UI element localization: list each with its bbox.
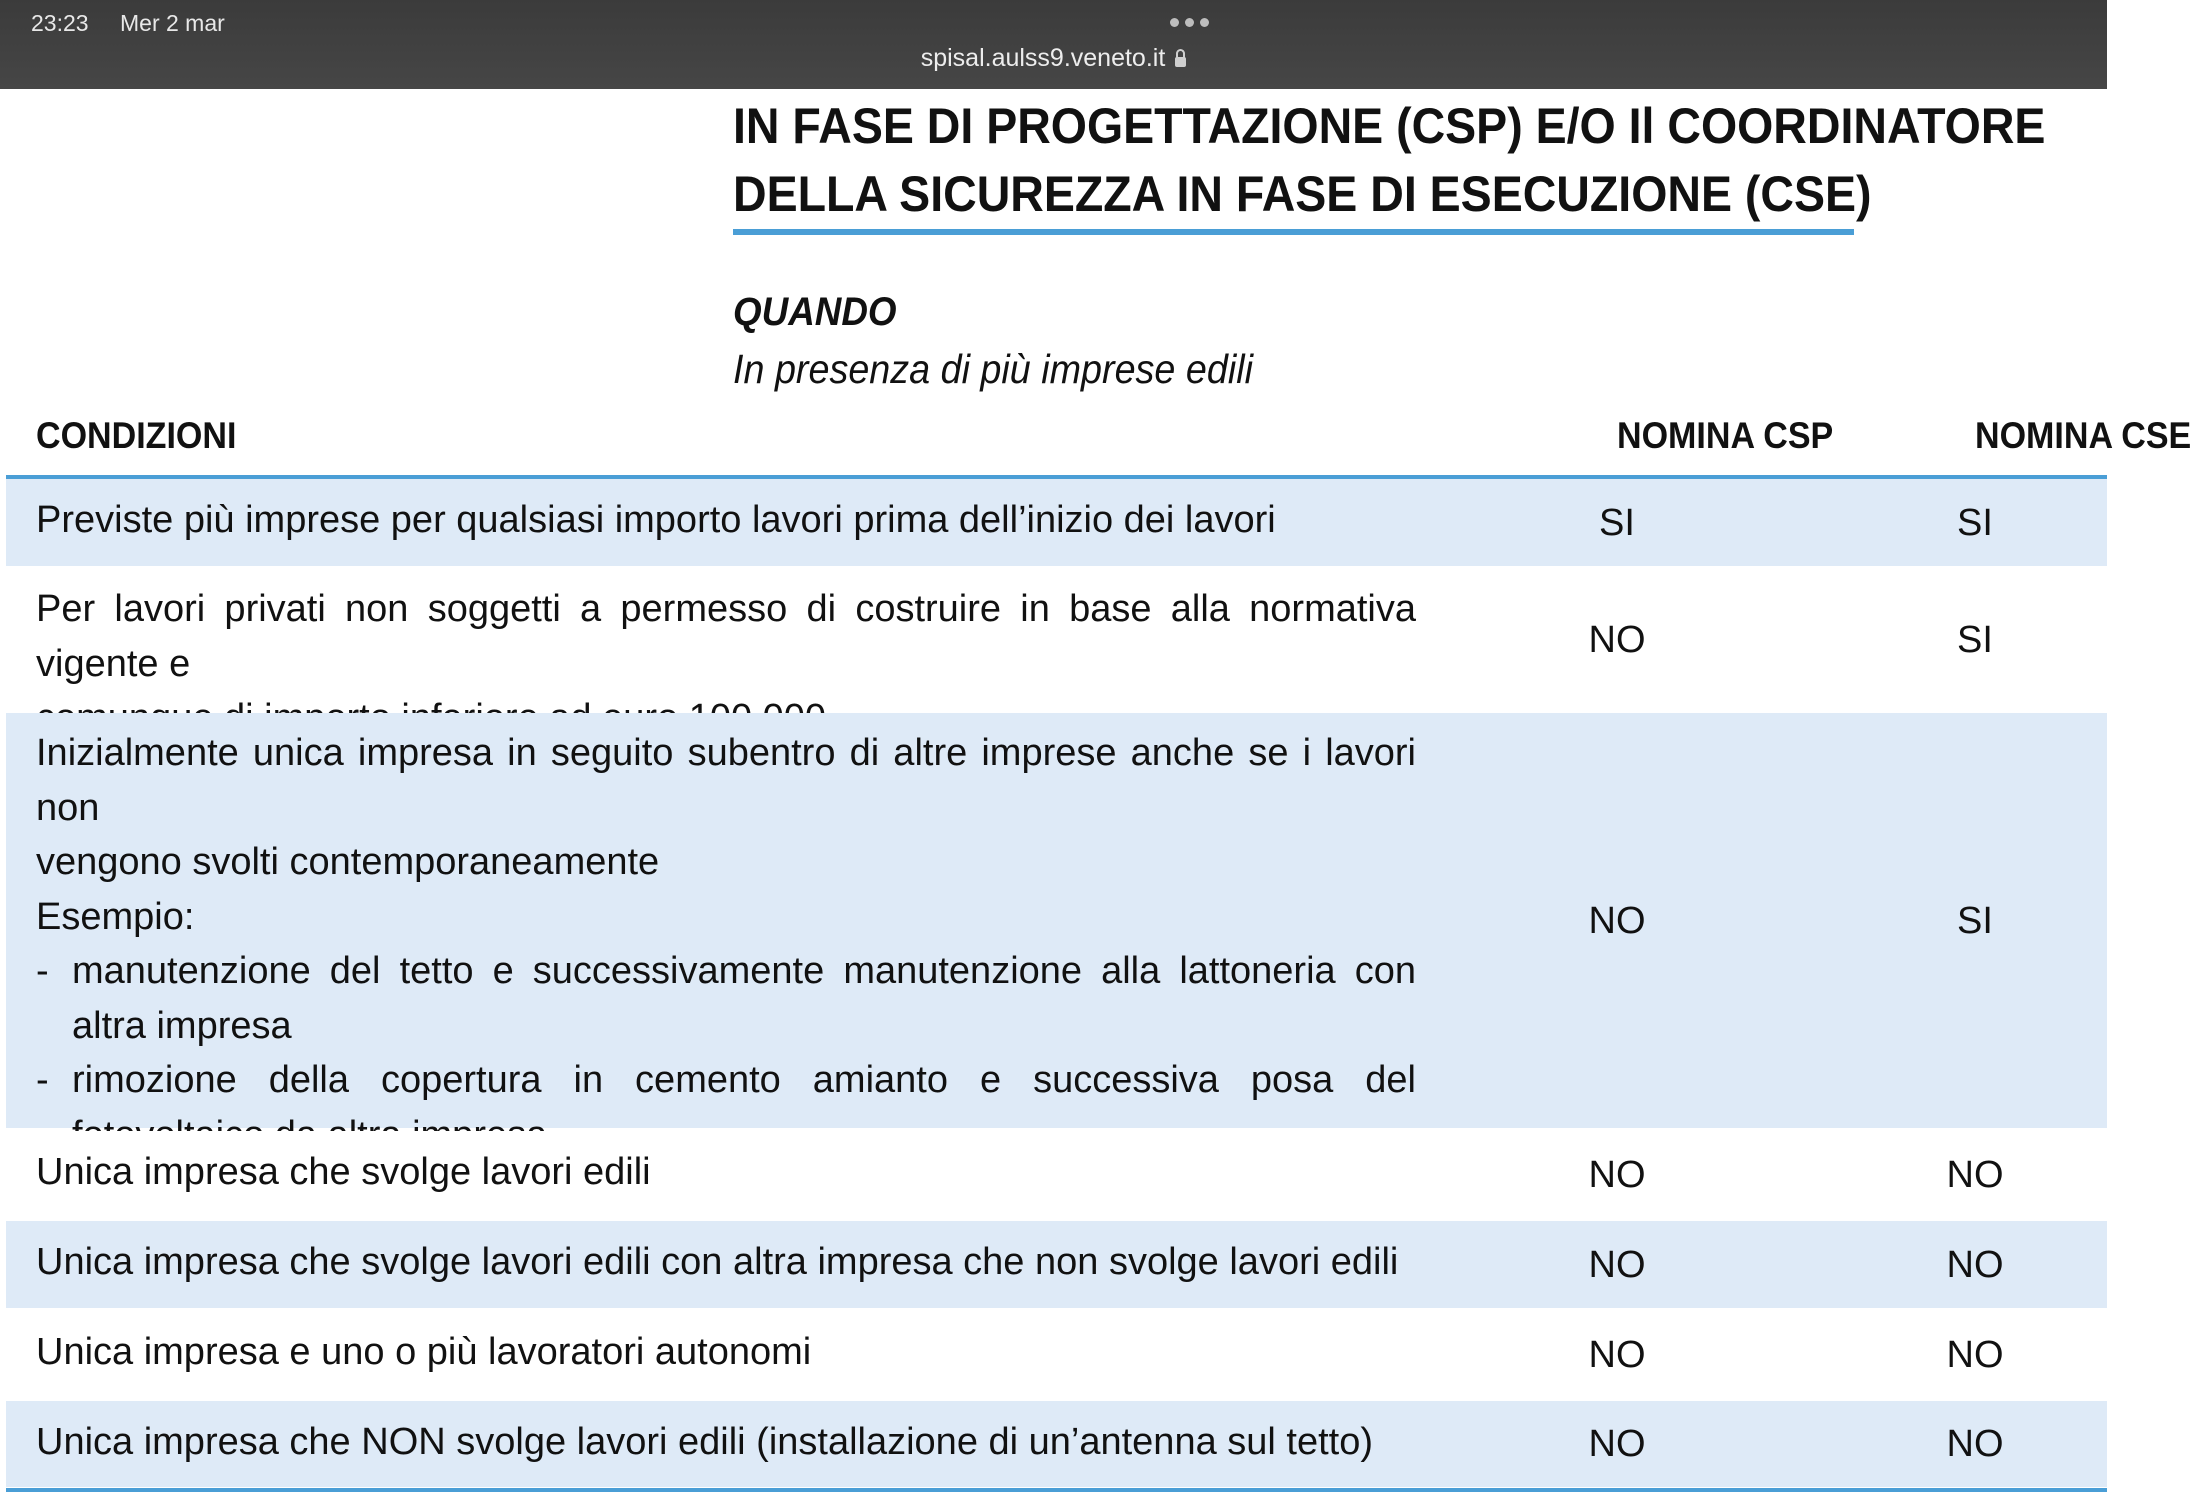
example-bullet: - rimozione della copertura in cemento amianto e successiva posa del	[36, 1053, 1416, 1162]
nomina-csp-value: NO	[1588, 1243, 1646, 1286]
multitasking-dots-icon[interactable]	[1170, 18, 1209, 27]
nomina-cse-value: NO	[1946, 1423, 2004, 1465]
nomina-csp-value: NO	[1588, 1423, 1646, 1465]
condition-cell	[36, 1131, 1416, 1200]
condition-line: Unica impresa che svolge lavori edili	[36, 1151, 651, 1193]
nomina-cse-value: SI	[1957, 618, 1993, 661]
condition-line: Per lavori privati non soggetti a permesso di costruire in base alla normativa vigente e	[36, 588, 1416, 685]
condition-line: Esempio:	[36, 895, 195, 938]
header-conditions: CONDIZIONI	[36, 415, 237, 456]
when-heading: QUANDO	[733, 290, 897, 334]
browser-status-bar	[0, 0, 2107, 89]
table-row	[6, 1131, 2107, 1221]
nomina-csp-value: NO	[1588, 1333, 1646, 1376]
table-row	[6, 1221, 2107, 1311]
condition-line: Previste più imprese per qualsiasi importo lavori prima dell’inizio dei lavori	[36, 499, 1276, 541]
url-text: spisal.aulss9.veneto.it	[920, 44, 1166, 72]
condition-cell	[36, 713, 1416, 1162]
condition-line: Unica impresa che svolge lavori edili con altra impresa che non svolge lavori edili	[36, 1241, 1399, 1283]
condition-line: Unica impresa che NON svolge lavori edili (installazione di un’antenna sul tetto)	[36, 1421, 1373, 1463]
nomina-csp-value: NO	[1588, 899, 1646, 942]
status-date: Mer 2 mar	[120, 10, 225, 36]
page-title-line-1: IN FASE DI PROGETTAZIONE (CSP) E/O Il COORDINATORE	[733, 98, 2046, 154]
address-bar[interactable]	[0, 44, 2107, 73]
table-row	[6, 569, 2107, 713]
condition-line: vengono svolti contemporaneamente	[36, 841, 660, 883]
condition-line: Unica impresa e uno o più lavoratori autonomi	[36, 1331, 812, 1373]
table-row	[6, 1401, 2107, 1490]
status-time: 23:23	[31, 10, 89, 36]
nomina-cse-value: NO	[1946, 1243, 2004, 1286]
title-underline	[733, 229, 1854, 235]
table-row	[6, 479, 2107, 569]
table-row	[6, 713, 2107, 1131]
condition-cell	[36, 1401, 1416, 1470]
condition-line: Inizialmente unica impresa in seguito subentro di altre imprese anche se i lavori non	[36, 732, 1416, 829]
when-text: In presenza di più imprese edili	[733, 346, 1253, 392]
nomina-cse-value: NO	[1946, 1153, 2004, 1196]
table-header: CONDIZIONI NOMINA CSP NOMINA CSE	[0, 410, 2107, 476]
page-title-line-2: DELLA SICUREZZA IN FASE DI ESECUZIONE (CSE)	[733, 166, 1872, 222]
nomina-csp-value: SI	[1599, 501, 1635, 544]
table-bottom-rule	[6, 1488, 2107, 1492]
nomina-cse-value: SI	[1957, 899, 1993, 942]
condition-cell	[36, 1221, 1416, 1290]
condition-cell	[36, 479, 1416, 548]
nomina-cse-value: NO	[1946, 1333, 2004, 1376]
condition-cell	[36, 1311, 1416, 1380]
page-title	[733, 92, 2046, 228]
nomina-cse-value: SI	[1957, 501, 1993, 544]
lock-icon	[1175, 57, 1186, 67]
conditions-table	[6, 479, 2107, 1490]
nomina-csp-value: NO	[1588, 618, 1646, 661]
table-row	[6, 1311, 2107, 1401]
example-bullet: - manutenzione del tetto e successivamente manutenzione alla lattoneria con altra impresa	[36, 944, 1416, 1053]
nomina-csp-value: NO	[1588, 1153, 1646, 1196]
